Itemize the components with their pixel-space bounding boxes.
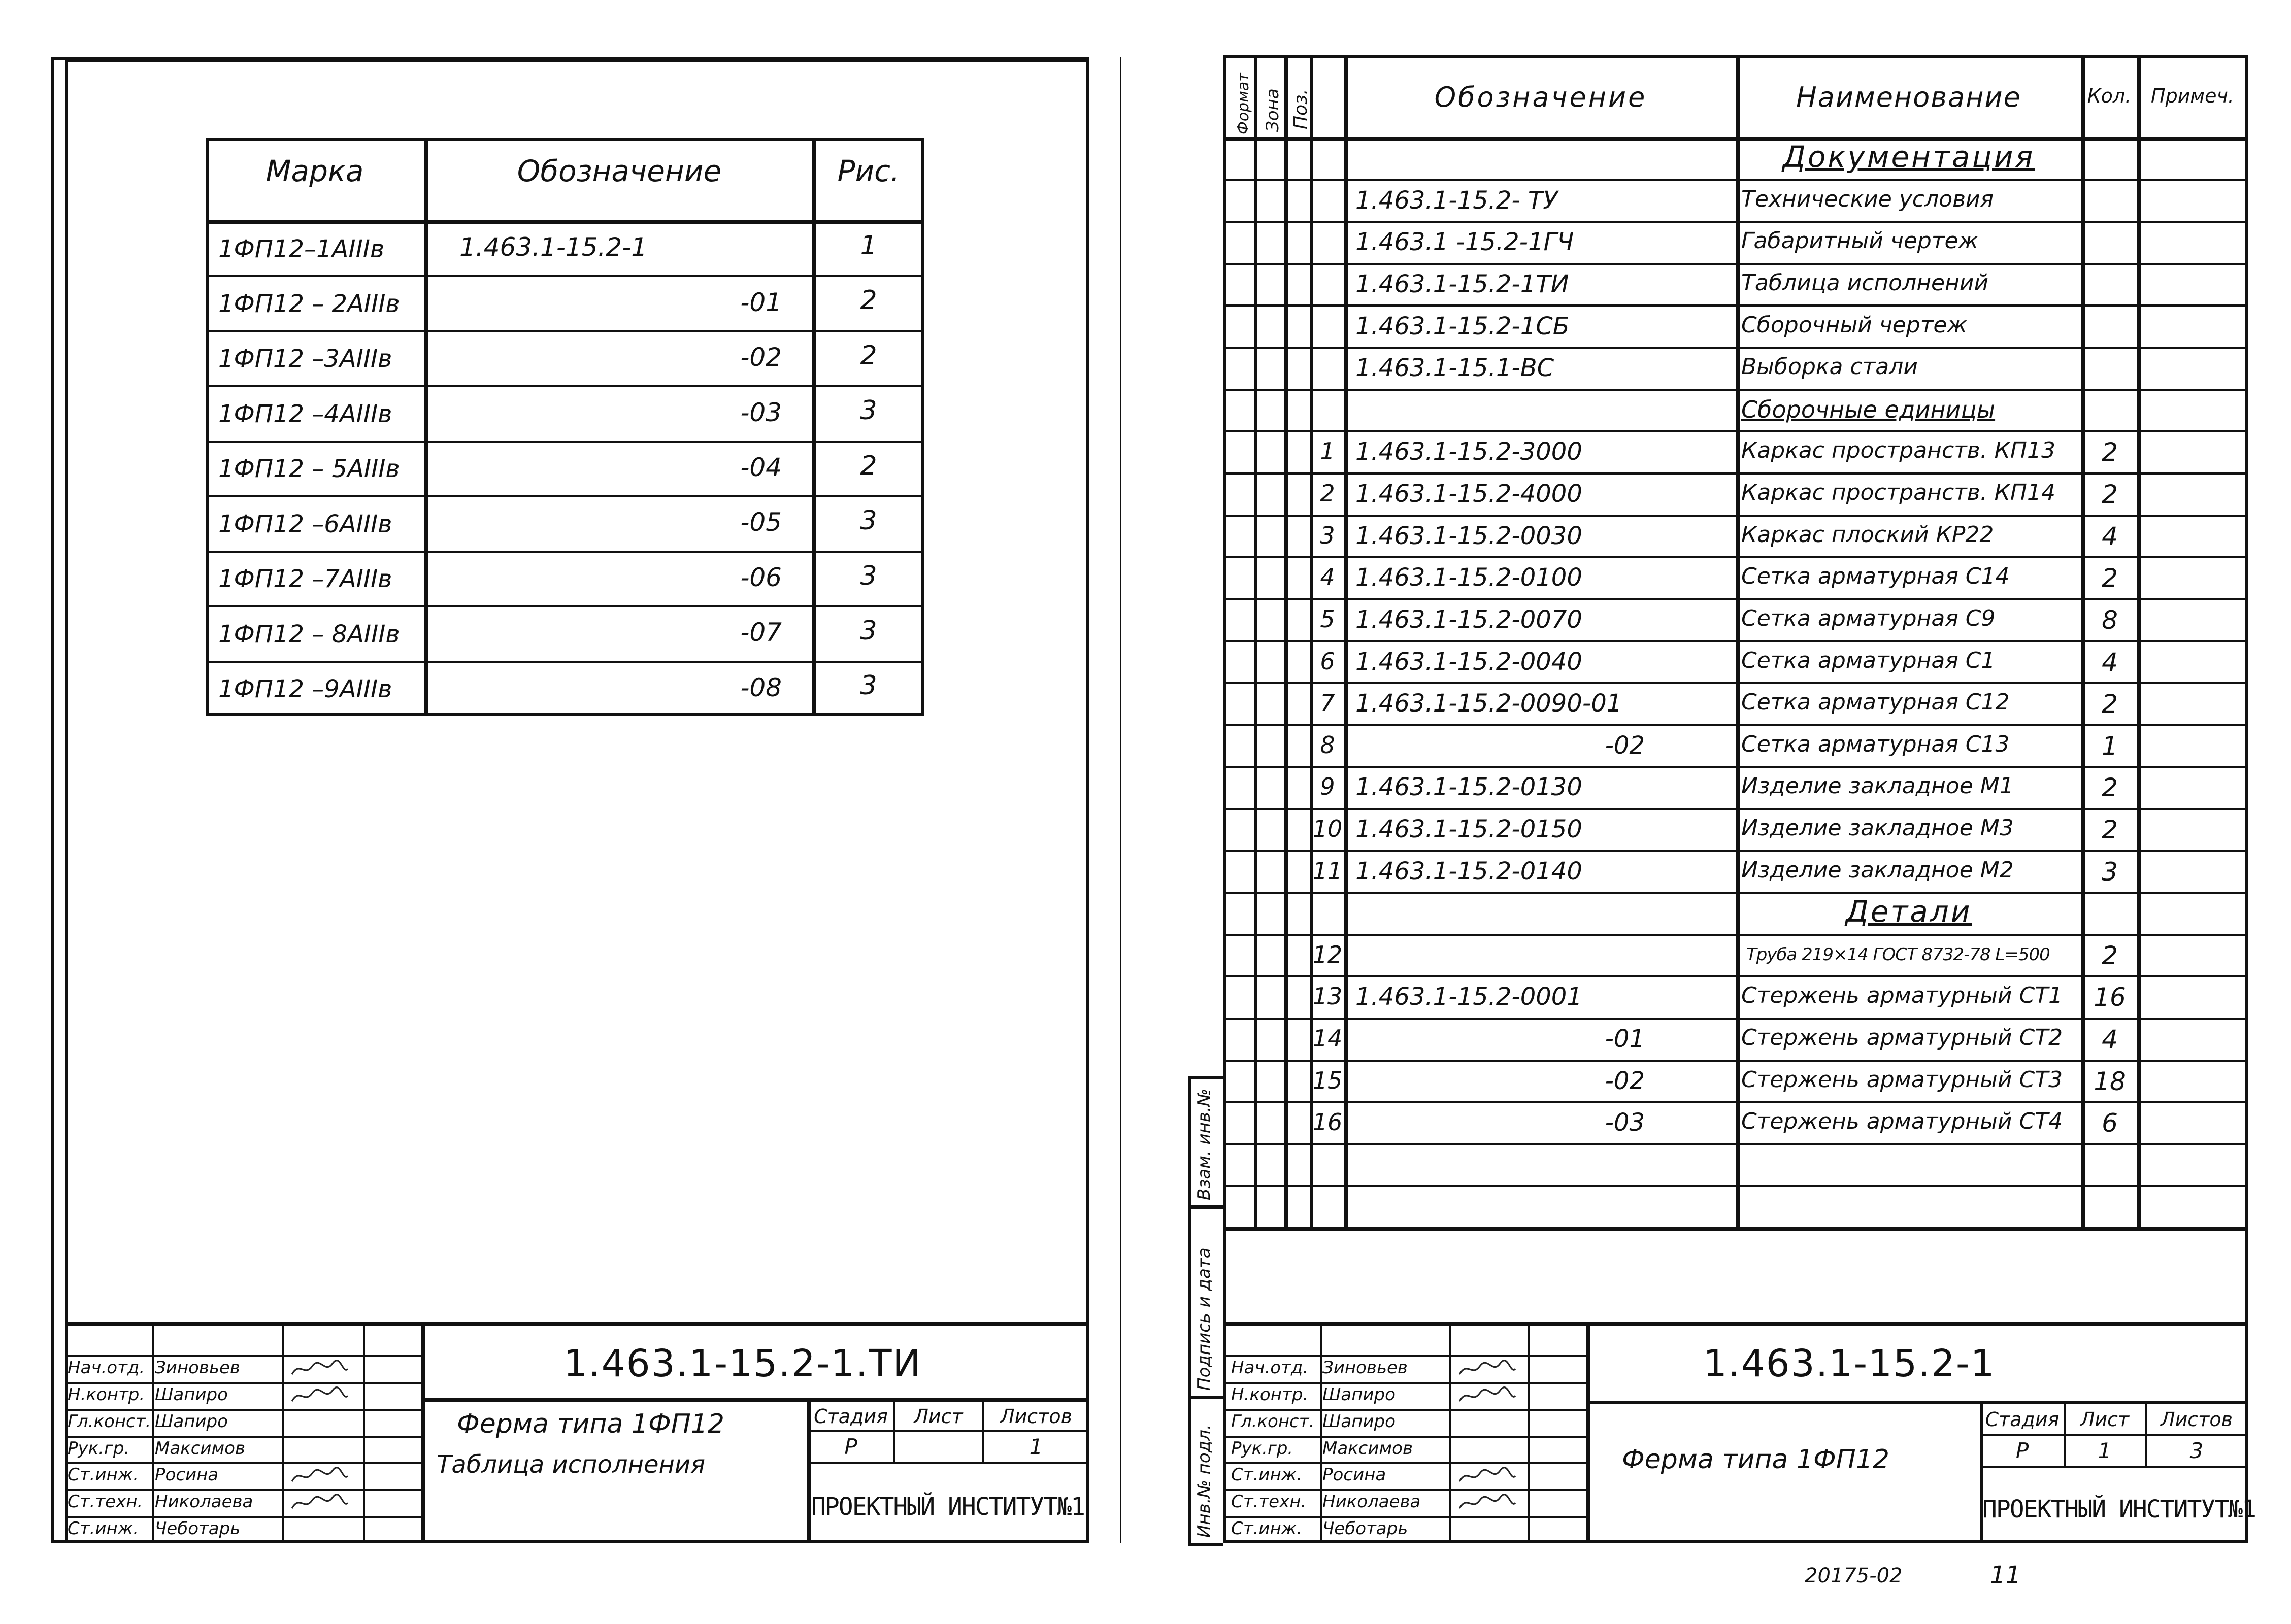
- spec-cell-qty: 8: [2102, 605, 2118, 635]
- staff-role: Ст.инж.: [68, 1518, 139, 1539]
- spec-cell-name: Стержень арматурный СТ1: [1741, 983, 2063, 1009]
- spec-cell-name: Документация: [1782, 139, 2035, 174]
- staff-name: Чеботарь: [155, 1518, 241, 1539]
- marks-cell-fig: 3: [860, 670, 877, 701]
- marks-cell-mark: 1ФП12–1АIIIв: [218, 234, 385, 263]
- right-tb-code-line: [1586, 1401, 2248, 1404]
- spec-cell-pos: 4: [1320, 563, 1335, 591]
- spec-cell-name: Труба 219×14 ГОСТ 8732-78 L=500: [1746, 944, 2050, 965]
- spec-cell-designation: 1.463.1-15.2-0070: [1355, 605, 1582, 634]
- marks-cell-mark: 1ФП12 –3АIIIв: [218, 345, 392, 374]
- spec-cell-pos: 16: [1312, 1108, 1343, 1136]
- marks-cell-designation: -05: [740, 507, 782, 537]
- spec-row-line: [1223, 1143, 2248, 1145]
- spec-cell-pos: 6: [1320, 647, 1335, 675]
- staff-row-line: [65, 1489, 421, 1491]
- spec-row-line: [1223, 556, 2248, 558]
- spec-cell-pos: 12: [1312, 940, 1343, 968]
- spec-cell-name: Габаритный чертеж: [1741, 228, 1979, 254]
- marks-cell-mark: 1ФП12 –6АIIIв: [218, 510, 392, 538]
- marks-cell-fig: 2: [860, 285, 877, 316]
- spec-cell-name: Сетка арматурная С12: [1741, 689, 2010, 716]
- side-strip-top: [1188, 1076, 1223, 1079]
- right-tb-top: [1223, 1322, 2248, 1326]
- spec-cell-pos: 8: [1320, 731, 1335, 759]
- marks-cell-designation: -06: [740, 562, 782, 592]
- spec-cell-designation: 1.463.1 -15.2-1ГЧ: [1355, 228, 1574, 257]
- right-doc-code: 1.463.1-15.2-1: [1703, 1342, 1996, 1385]
- signature-scribble: [1457, 1385, 1518, 1407]
- right-sheets-label: Листов: [2161, 1408, 2233, 1431]
- spec-row-line: [1223, 934, 2248, 936]
- spec-cell-qty: 2: [2102, 815, 2118, 845]
- spec-cell-name: Сетка арматурная С1: [1741, 647, 1996, 673]
- staff-role: Гл.конст.: [68, 1411, 151, 1432]
- marks-cell-mark: 1ФП12 –7АIIIв: [218, 565, 392, 594]
- spec-cell-qty: 4: [2102, 521, 2118, 551]
- spec-cell-qty: 2: [2102, 689, 2118, 719]
- staff-name: Шапиро: [155, 1411, 228, 1432]
- staff-role: Ст.техн.: [1231, 1492, 1307, 1512]
- spec-cell-designation: 1.463.1-15.2-3000: [1355, 437, 1582, 466]
- spec-cell-designation: 1.463.1-15.2-0090-01: [1355, 689, 1622, 718]
- staff-name: Николаева: [1322, 1492, 1421, 1512]
- spec-cell-designation: -03: [1605, 1108, 1645, 1137]
- spec-row-line: [1223, 1060, 2248, 1062]
- spec-row-line: [1223, 808, 2248, 810]
- marks-row-line: [206, 385, 924, 387]
- spec-cell-designation: 1.463.1-15.1-ВС: [1355, 354, 1554, 383]
- right-title: Ферма типа 1ФП12: [1622, 1444, 1889, 1475]
- spec-header-format: Формат: [1235, 73, 1252, 134]
- spec-row-line: [1223, 682, 2248, 684]
- staff-row-line: [65, 1436, 421, 1438]
- left-sheet-label: Лист: [914, 1405, 963, 1428]
- marks-cell-designation: -02: [740, 343, 782, 373]
- spec-cell-name: Сетка арматурная С13: [1741, 731, 2010, 757]
- spec-row-line: [1223, 515, 2248, 517]
- spec-cell-qty: 2: [2102, 437, 2118, 467]
- spec-cell-name: Детали: [1845, 894, 1972, 929]
- signature-scribble: [1457, 1492, 1518, 1514]
- staff-role: Н.контр.: [68, 1384, 145, 1405]
- spec-cell-designation: 1.463.1-15.2-0040: [1355, 647, 1582, 676]
- side-strip-line1: [1188, 1205, 1223, 1209]
- right-tb-stage-line1: [1980, 1434, 2248, 1436]
- marks-cell-fig: 2: [860, 340, 877, 371]
- staff-row-line: [1223, 1489, 1586, 1491]
- spec-cell-qty: 1: [2102, 731, 2118, 761]
- staff-role: Ст.инж.: [68, 1465, 139, 1485]
- spec-cell-name: Выборка стали: [1741, 354, 1918, 380]
- staff-row-line: [1223, 1436, 1586, 1438]
- staff-row-line: [65, 1516, 421, 1518]
- staff-name: Максимов: [1322, 1438, 1413, 1459]
- spec-row-line: [1223, 598, 2248, 600]
- spec-row-line: [1223, 347, 2248, 349]
- spec-cell-qty: 6: [2102, 1108, 2118, 1138]
- staff-role: Рук.гр.: [1231, 1438, 1293, 1459]
- left-stage-value: Р: [844, 1434, 857, 1459]
- marks-row-line: [206, 330, 924, 332]
- marks-cell-designation: -04: [740, 452, 782, 482]
- spec-row-line: [1223, 1101, 2248, 1103]
- spec-cell-name: Изделие закладное М2: [1741, 857, 2014, 883]
- side-label-sign: Подпись и дата: [1194, 1247, 1214, 1391]
- marks-cell-designation: -01: [740, 287, 782, 317]
- marks-cell-mark: 1ФП12 – 2АIIIв: [218, 289, 400, 318]
- spec-cell-pos: 7: [1320, 689, 1335, 717]
- marks-header-mark: Марка: [265, 154, 364, 188]
- staff-name: Максимов: [155, 1438, 245, 1459]
- right-sheets-value: 3: [2189, 1438, 2204, 1463]
- spec-row-line: [1223, 724, 2248, 726]
- spec-row-line: [1223, 766, 2248, 768]
- signature-scribble: [1457, 1358, 1518, 1380]
- left-title-line1: Ферма типа 1ФП12: [457, 1409, 724, 1439]
- staff-row-line: [65, 1409, 421, 1411]
- spec-row-line: [1223, 389, 2248, 391]
- marks-cell-fig: 3: [860, 615, 877, 646]
- spec-cell-name: Стержень арматурный СТ2: [1741, 1025, 2063, 1051]
- spec-row-line: [1223, 975, 2248, 977]
- staff-row-line: [1223, 1516, 1586, 1518]
- spec-row-line: [1223, 263, 2248, 265]
- spec-cell-pos: 3: [1320, 521, 1335, 549]
- spec-cell-qty: 4: [2102, 1025, 2118, 1055]
- spec-header-divider: [1223, 137, 2248, 141]
- spec-cell-pos: 10: [1312, 815, 1343, 843]
- staff-role: Ст.инж.: [1231, 1518, 1303, 1539]
- marks-cell-mark: 1ФП12 – 8АIIIв: [218, 620, 400, 649]
- marks-row-line: [206, 551, 924, 553]
- marks-cell-mark: 1ФП12 –9АIIIв: [218, 675, 392, 704]
- staff-row-line: [1223, 1382, 1586, 1384]
- signature-scribble: [289, 1492, 350, 1514]
- footer-page-number: 11: [1990, 1561, 2021, 1589]
- side-strip-line2: [1188, 1396, 1223, 1399]
- spec-cell-name: Каркас пространств. КП13: [1741, 437, 2055, 464]
- staff-name: Николаева: [155, 1492, 253, 1512]
- spec-header-qty: Кол.: [2087, 85, 2132, 107]
- staff-role: Гл.конст.: [1231, 1411, 1315, 1432]
- footer-archive-number: 20175-02: [1805, 1564, 1903, 1587]
- marks-cell-fig: 3: [860, 505, 877, 536]
- spec-cell-pos: 5: [1320, 605, 1335, 633]
- spec-cell-qty: 16: [2094, 983, 2126, 1012]
- right-tb-stage-line2: [1980, 1466, 2248, 1468]
- staff-row-line: [1223, 1409, 1586, 1411]
- spec-cell-pos: 11: [1312, 857, 1343, 885]
- spec-cell-designation: -02: [1605, 1066, 1645, 1095]
- staff-name: Шапиро: [1322, 1384, 1396, 1405]
- side-strip-bottom: [1188, 1543, 1223, 1546]
- left-tb-top: [65, 1322, 1089, 1326]
- spec-cell-qty: 2: [2102, 563, 2118, 593]
- spec-cell-pos: 1: [1320, 437, 1335, 465]
- marks-row-line: [206, 441, 924, 443]
- left-tb-divider: [421, 1322, 425, 1543]
- marks-row-line: [206, 661, 924, 663]
- spec-cell-name: Стержень арматурный СТ4: [1741, 1108, 2063, 1135]
- spec-cell-name: Таблица исполнений: [1741, 270, 1988, 296]
- spec-cell-designation: 1.463.1-15.2-0140: [1355, 857, 1582, 886]
- spec-cell-designation: 1.463.1-15.2-4000: [1355, 480, 1582, 509]
- side-strip-left: [1188, 1076, 1191, 1543]
- fold-line: [1120, 57, 1121, 1543]
- spec-cell-designation: 1.463.1-15.2-0100: [1355, 563, 1582, 592]
- marks-cell-designation: 1.463.1-15.2-1: [459, 232, 648, 262]
- spec-cell-qty: 2: [2102, 480, 2118, 510]
- spec-cell-designation: 1.463.1-15.2- ТУ: [1355, 186, 1558, 215]
- marks-row-line: [206, 275, 924, 277]
- spec-row-line: [1223, 221, 2248, 223]
- spec-row-line: [1223, 179, 2248, 181]
- spec-cell-name: Сетка арматурная С9: [1741, 605, 1996, 631]
- staff-name: Росина: [1322, 1465, 1386, 1485]
- spec-cell-designation: 1.463.1-15.2-0150: [1355, 815, 1582, 844]
- spec-cell-designation: 1.463.1-15.2-0030: [1355, 521, 1582, 550]
- side-label-replace: Взам. инв.№: [1194, 1088, 1214, 1200]
- spec-cell-name: Каркас пространств. КП14: [1741, 480, 2055, 506]
- staff-row-line: [1223, 1355, 1586, 1357]
- marks-header-designation: Обозначение: [517, 154, 722, 188]
- marks-cell-fig: 3: [860, 395, 877, 426]
- spec-row-line: [1223, 892, 2248, 894]
- marks-cell-designation: -03: [740, 397, 782, 427]
- spec-cell-qty: 2: [2102, 773, 2118, 803]
- spec-cell-qty: 4: [2102, 647, 2118, 677]
- marks-header-fig: Рис.: [837, 154, 900, 188]
- side-label-inv: Инв.№ подл.: [1194, 1424, 1214, 1538]
- marks-col-divider-1: [424, 138, 428, 716]
- spec-header-name: Наименование: [1796, 81, 2021, 113]
- spec-cell-qty: 3: [2102, 857, 2118, 887]
- spec-cell-pos: 9: [1320, 773, 1335, 801]
- left-tb-stage-line2: [807, 1462, 1089, 1464]
- spec-cell-name: Стержень арматурный СТ3: [1741, 1066, 2063, 1093]
- marks-cell-fig: 3: [860, 560, 877, 591]
- staff-name: Зиновьев: [1322, 1358, 1408, 1378]
- left-title-line2: Таблица исполнения: [437, 1450, 705, 1479]
- spec-row-line: [1223, 1018, 2248, 1020]
- left-stage-label: Стадия: [814, 1405, 888, 1428]
- left-doc-code: 1.463.1-15.2-1.ТИ: [563, 1342, 922, 1385]
- marks-cell-fig: 1: [860, 230, 877, 261]
- staff-row-line: [65, 1462, 421, 1464]
- staff-role: Рук.гр.: [68, 1438, 130, 1459]
- right-sheet-value: 1: [2098, 1438, 2112, 1463]
- spec-cell-designation: -02: [1605, 731, 1645, 760]
- staff-role: Нач.отд.: [1231, 1358, 1309, 1378]
- staff-row-line: [65, 1355, 421, 1357]
- signature-scribble: [1457, 1465, 1518, 1487]
- spec-row-line: [1223, 304, 2248, 307]
- staff-name: Чеботарь: [1322, 1518, 1408, 1539]
- left-tb-stage-line1: [807, 1430, 1089, 1432]
- spec-cell-qty: 18: [2094, 1066, 2126, 1096]
- spec-cell-designation: 1.463.1-15.2-1СБ: [1355, 312, 1570, 341]
- spec-row-line: [1223, 640, 2248, 642]
- spec-header-designation: Обозначение: [1434, 81, 1647, 113]
- staff-name: Зиновьев: [155, 1358, 240, 1378]
- staff-row-line: [1223, 1462, 1586, 1464]
- staff-name: Росина: [155, 1465, 219, 1485]
- staff-row-line: [65, 1382, 421, 1384]
- staff-name: Шапиро: [1322, 1411, 1396, 1432]
- spec-row-line: [1223, 430, 2248, 432]
- spec-header-zone: Зона: [1263, 88, 1283, 132]
- spec-row-line: [1223, 1185, 2248, 1187]
- spec-cell-pos: 13: [1312, 983, 1343, 1010]
- spec-row-line: [1223, 850, 2248, 852]
- marks-cell-mark: 1ФП12 –4АIIIв: [218, 399, 392, 428]
- marks-row-line: [206, 605, 924, 607]
- marks-cell-fig: 2: [860, 450, 877, 481]
- right-stage-value: Р: [2015, 1438, 2029, 1463]
- marks-cell-mark: 1ФП12 – 5АIIIв: [218, 455, 400, 484]
- right-sheet-label: Лист: [2080, 1408, 2130, 1431]
- spec-cell-name: Каркас плоский КР22: [1741, 521, 1994, 548]
- spec-cell-name: Сетка арматурная С14: [1741, 563, 2010, 590]
- staff-name: Шапиро: [155, 1384, 228, 1405]
- spec-cell-pos: 15: [1312, 1066, 1343, 1094]
- spec-cell-designation: 1.463.1-15.2-0130: [1355, 773, 1582, 802]
- left-institute: ПРОЕКТНЫЙ ИНСТИТУТ№1: [811, 1493, 1084, 1521]
- spec-cell-name: Сборочные единицы: [1741, 395, 1996, 423]
- right-stage-label: Стадия: [1985, 1408, 2060, 1431]
- signature-scribble: [289, 1465, 350, 1487]
- spec-cell-pos: 2: [1320, 480, 1335, 507]
- signature-scribble: [289, 1385, 350, 1407]
- marks-row-line: [206, 495, 924, 497]
- signature-scribble: [289, 1358, 350, 1380]
- right-institute: ПРОЕКТНЫЙ ИНСТИТУТ№1: [1982, 1495, 2255, 1524]
- staff-role: Ст.техн.: [68, 1492, 143, 1512]
- spec-header-note: Примеч.: [2151, 85, 2234, 107]
- spec-cell-name: Сборочный чертеж: [1741, 312, 1968, 338]
- right-tb-divider: [1586, 1322, 1590, 1543]
- spec-cell-name: Изделие закладное М3: [1741, 815, 2014, 841]
- spec-bottom: [1223, 1227, 2248, 1231]
- spec-header-pos: Поз.: [1290, 89, 1311, 129]
- spec-cell-name: Технические условия: [1741, 186, 1994, 212]
- marks-header-divider: [206, 220, 924, 224]
- spec-cell-qty: 2: [2102, 940, 2118, 970]
- spec-cell-designation: 1.463.1-15.2-1ТИ: [1355, 270, 1569, 299]
- spec-cell-designation: 1.463.1-15.2-0001: [1355, 983, 1582, 1011]
- marks-cell-designation: -07: [740, 618, 782, 648]
- left-sheets-value: 1: [1029, 1434, 1043, 1459]
- spec-cell-pos: 14: [1312, 1025, 1343, 1053]
- spec-cell-name: Изделие закладное М1: [1741, 773, 2014, 799]
- left-tb-code-line: [421, 1398, 1089, 1402]
- staff-role: Нач.отд.: [68, 1358, 145, 1378]
- spec-row-line: [1223, 472, 2248, 475]
- staff-role: Н.контр.: [1231, 1384, 1309, 1405]
- left-sheets-label: Листов: [1000, 1405, 1072, 1428]
- spec-cell-designation: -01: [1605, 1025, 1645, 1054]
- staff-role: Ст.инж.: [1231, 1465, 1303, 1485]
- marks-cell-designation: -08: [740, 672, 782, 702]
